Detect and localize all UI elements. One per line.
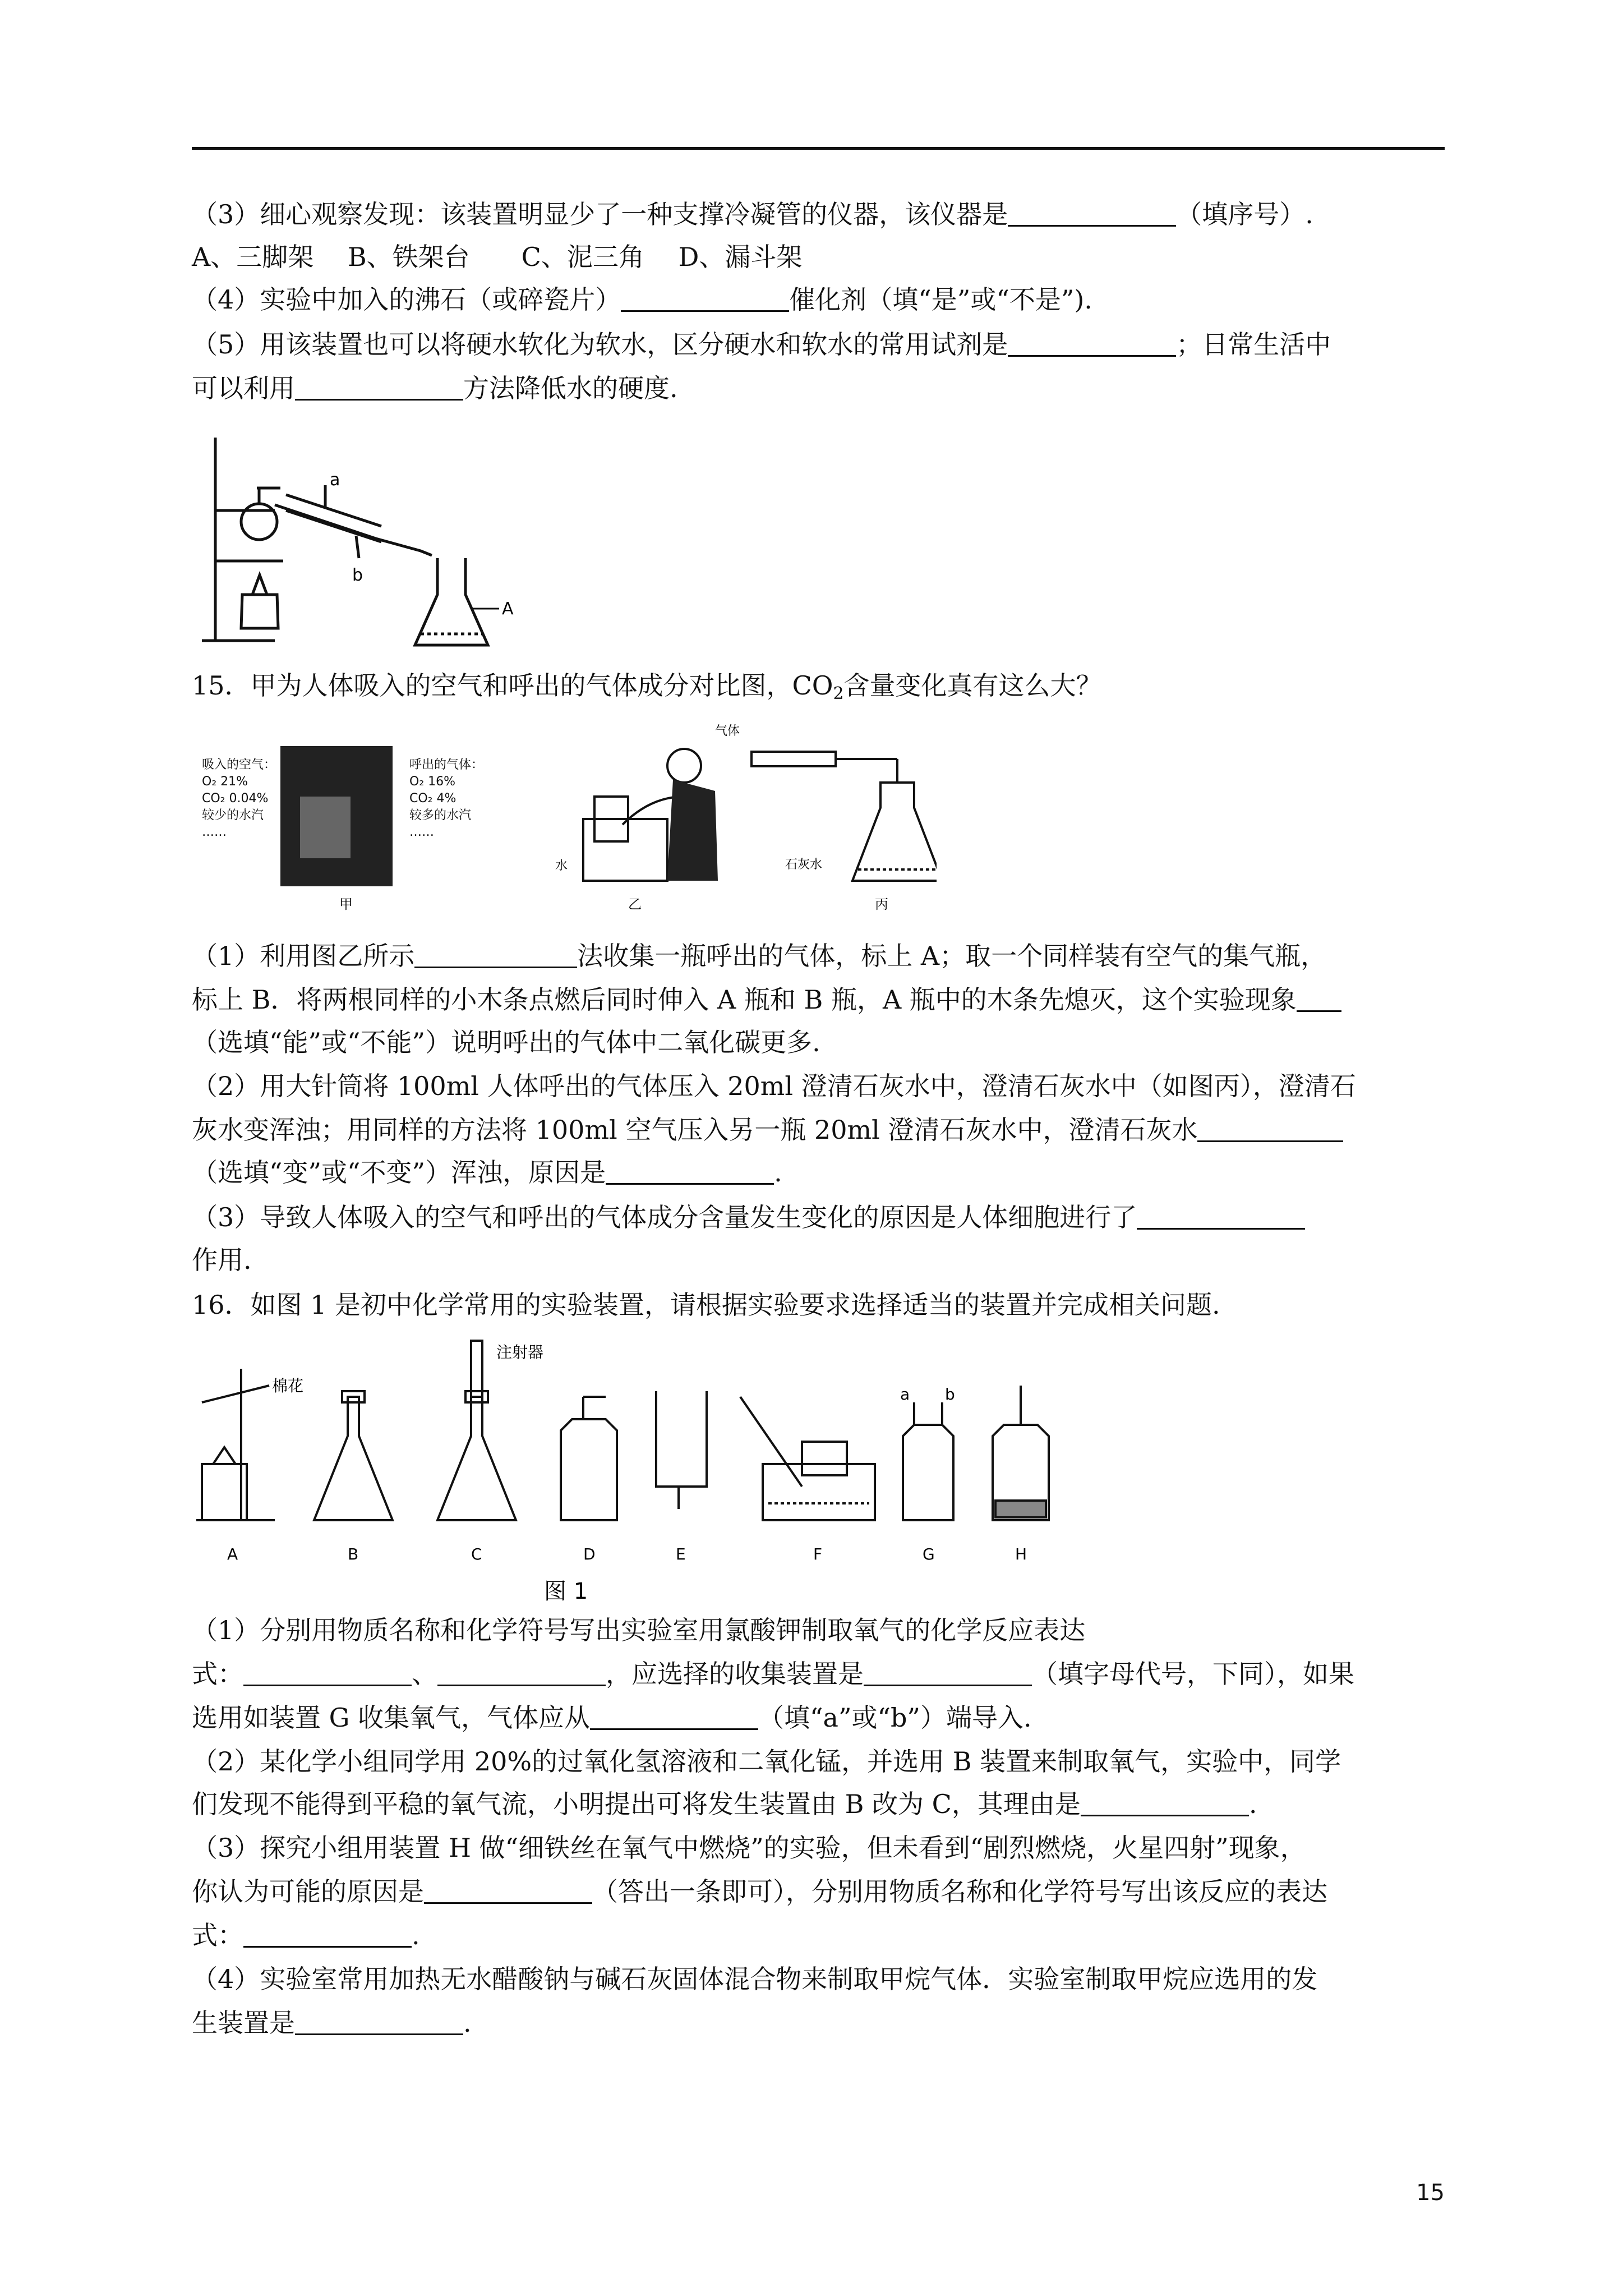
exhaled-line-0: 呼出的气体：: [409, 758, 484, 772]
q14-part5-line1: （5）用该装置也可以将硬水软化为软水，区分硬水和软水的常用试剂是 ；日常生活中: [192, 329, 1331, 360]
label-cotton: 棉花: [272, 1377, 304, 1395]
q16-part3-line3: 式： .: [192, 1920, 420, 1950]
q15-title: 15．甲为人体吸入的空气和呼出的气体成分对比图，$CO_2$含量变化真有这么大？: [192, 670, 1102, 703]
answer-blank[interactable]: [1297, 984, 1341, 1012]
q15-part3-line2: 作用.: [192, 1245, 252, 1275]
answer-blank[interactable]: [437, 1659, 606, 1686]
label-b: b: [352, 565, 363, 585]
label-A: A: [227, 1545, 238, 1563]
answer-blank[interactable]: [1137, 1202, 1305, 1230]
label-E: E: [676, 1545, 686, 1563]
label-H: H: [1015, 1545, 1027, 1563]
q16-part3-line1: （3）探究小组用装置 H 做“细铁丝在氧气中燃烧”的实验，但未看到“剧烈燃烧，火星四射”现象，: [192, 1833, 1306, 1863]
q16-part2-line2: 们发现不能得到平稳的氧气流，小明提出可将发生装置由 B 改为 C，其理由是 .: [192, 1789, 1257, 1819]
figure-caption: 图 1: [544, 1579, 588, 1604]
q16-part3-line2: 你认为可能的原因是 （答出一条即可），分别用物质名称和化学符号写出该反应的表达: [192, 1876, 1327, 1907]
answer-blank[interactable]: [606, 1157, 774, 1185]
q16-part1-line3: 选用如装置 G 收集氧气，气体应从 （填“a”或“b”）端导入.: [192, 1703, 1032, 1733]
q15-part2-line3: （选填“变”或“不变”）浑浊，原因是 .: [192, 1157, 782, 1188]
label-jia: 甲: [339, 896, 353, 912]
label-g-a: a: [900, 1385, 910, 1404]
label-yi: 乙: [628, 896, 642, 912]
inhaled-line-2: CO₂ 0.04%: [202, 792, 269, 806]
inhaled-line-4: ……: [202, 825, 227, 839]
answer-blank[interactable]: [621, 284, 789, 312]
label-a: a: [330, 470, 340, 490]
q15-part1-line3: （选填“能”或“不能”）说明呼出的气体中二氧化碳更多.: [192, 1027, 820, 1057]
answer-blank[interactable]: [295, 373, 463, 401]
q15-part1-line1: （1）利用图乙所示 法收集一瓶呼出的气体，标上 A；取一个同样装有空气的集气瓶，: [192, 941, 1327, 971]
answer-blank[interactable]: [1197, 1115, 1343, 1142]
label-bing: 丙: [875, 896, 888, 912]
answer-blank[interactable]: [864, 1659, 1032, 1686]
answer-blank[interactable]: [295, 2008, 463, 2035]
inhaled-line-0: 吸入的空气：: [202, 758, 276, 772]
label-syringe: 注射器: [496, 1343, 544, 1361]
q16-part1-line1: （1）分别用物质名称和化学符号写出实验室用氯酸钾制取氧气的化学反应表达: [192, 1615, 1086, 1645]
inhaled-line-1: O₂ 21%: [202, 775, 248, 789]
q14-part5-line2: 可以利用 方法降低水的硬度.: [192, 373, 678, 403]
label-A: A: [502, 599, 514, 619]
label-F: F: [813, 1545, 823, 1563]
answer-blank[interactable]: [243, 1920, 412, 1948]
exhaled-line-1: O₂ 16%: [409, 775, 456, 789]
q16-part4-line2: 生装置是 .: [192, 2008, 472, 2038]
inhaled-line-3: 较少的水汽: [202, 808, 264, 822]
distillation-apparatus-figure: [191, 426, 538, 651]
label-G: G: [923, 1545, 935, 1563]
answer-blank[interactable]: [1081, 1789, 1249, 1816]
q14-options: A、三脚架 B、铁架台 C、泥三角 D、漏斗架: [192, 242, 803, 272]
q14-part4: （4）实验中加入的沸石（或碎瓷片） 催化剂（填“是”或“不是”).: [192, 284, 1092, 315]
q16-title: 16．如图 1 是初中化学常用的实验装置，请根据实验要求选择适当的装置并完成相关问题.: [192, 1290, 1220, 1320]
q15-part2-line2: 灰水变浑浊；用同样的方法将 100ml 空气压入另一瓶 20ml 澄清石灰水中，澄清石灰水: [192, 1112, 1445, 1148]
q15-part3-line1: （3）导致人体吸入的空气和呼出的气体成分含量发生变化的原因是人体细胞进行了: [192, 1199, 1445, 1235]
q16-part4-line1: （4）实验室常用加热无水醋酸钠与碱石灰固体混合物来制取甲烷气体．实验室制取甲烷应选用的发: [192, 1964, 1318, 1994]
header-rule: [192, 147, 1445, 150]
answer-blank[interactable]: [424, 1876, 592, 1904]
answer-blank[interactable]: [590, 1703, 758, 1730]
q15-part2-line1: （2）用大针筒将 100ml 人体呼出的气体压入 20ml 澄清石灰水中，澄清石灰水中（如图丙），澄清石: [192, 1071, 1356, 1101]
answer-blank[interactable]: [414, 941, 577, 968]
page-number: 15: [1416, 2180, 1445, 2206]
answer-blank[interactable]: [1008, 199, 1176, 227]
label-limewater: 石灰水: [785, 858, 823, 872]
q16-part1-line2: 式： 、 ，应选择的收集装置是 （填字母代号，下同），如果: [192, 1659, 1354, 1689]
label-g-b: b: [945, 1385, 955, 1404]
q14-part3: （3）细心观察发现：该装置明显少了一种支撑冷凝管的仪器，该仪器是 （填序号）.: [192, 199, 1313, 229]
label-water: 水: [555, 859, 568, 873]
exhaled-line-2: CO₂ 4%: [409, 792, 457, 806]
label-gas: 气体: [715, 724, 740, 738]
answer-blank[interactable]: [1008, 329, 1176, 357]
exhaled-line-4: ……: [409, 825, 434, 839]
lab-apparatus-figure-1: [191, 1335, 1077, 1627]
label-B: B: [348, 1545, 359, 1563]
label-D: D: [583, 1545, 596, 1563]
q16-part2-line1: （2）某化学小组同学用 20%的过氧化氢溶液和二氧化锰，并选用 B 装置来制取氧气，实验中，同学: [192, 1746, 1341, 1777]
q15-part1-line2: 标上 B．将两根同样的小木条点燃后同时伸入 A 瓶和 B 瓶，A 瓶中的木条先熄灭，这个实验现象: [192, 982, 1445, 1018]
label-C: C: [471, 1545, 482, 1563]
breath-comparison-figure: [191, 712, 937, 926]
answer-blank[interactable]: [243, 1659, 412, 1686]
exhaled-line-3: 较多的水汽: [409, 808, 472, 822]
